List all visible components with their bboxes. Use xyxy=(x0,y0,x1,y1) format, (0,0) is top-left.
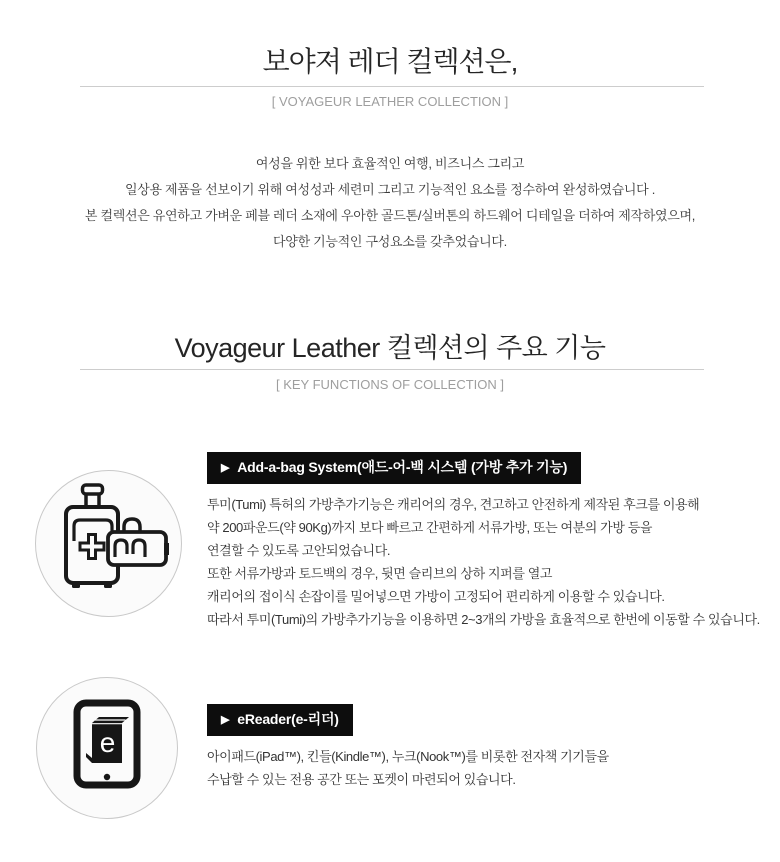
page-title: 보야져 레더 컬렉션은, xyxy=(262,46,518,77)
intro-line: 본 컬렉션은 유연하고 가벼운 페블 레더 소재에 우아한 골드톤/실버톤의 하드웨어 디테일을 더하여 제작하였으며, xyxy=(84,208,696,223)
intro-line: 다양한 기능적인 구성요소를 갖추었습니다. xyxy=(273,234,507,249)
divider xyxy=(80,369,704,370)
feature-line: 아이패드(iPad™), 킨들(Kindle™), 누크(Nook™)를 비롯한 전자책 기기들을 xyxy=(207,749,609,764)
feature-line: 따라서 투미(Tumi)의 가방추가기능을 이용하면 2~3개의 가방을 효율적으로 한번에 이동할 수 있습니다. xyxy=(207,612,760,627)
play-bullet-icon: ▶ xyxy=(221,714,230,726)
section-title: Voyageur Leather 컬렉션의 주요 기능 xyxy=(174,333,606,363)
feature-label-add-a-bag xyxy=(207,452,581,484)
feature-label-ereader xyxy=(207,704,353,736)
feature-line: 연결할 수 있도록 고안되었습니다. xyxy=(207,543,391,558)
play-bullet-icon: ▶ xyxy=(221,462,230,474)
tablet-ebook-icon xyxy=(37,678,177,818)
feature-line: 캐리어의 접이식 손잡이를 밀어넣으면 가방이 고정되어 편리하게 이용할 수 있습니다. xyxy=(207,589,665,604)
feature-add-a-bag xyxy=(207,452,760,631)
feature-label-text: eReader(e-리더) xyxy=(237,711,339,727)
feature-description xyxy=(207,493,760,631)
divider xyxy=(80,86,704,87)
feature-description xyxy=(207,745,609,791)
feature-line: 또한 서류가방과 토드백의 경우, 뒷면 슬리브의 상하 지퍼를 열고 xyxy=(207,566,553,581)
ereader-icon xyxy=(36,677,178,819)
feature-line: 수납할 수 있는 전용 공간 또는 포켓이 마련되어 있습니다. xyxy=(207,772,516,787)
collection-subtitle: [ VOYAGEUR LEATHER COLLECTION ] xyxy=(271,94,509,109)
suitcase-plus-bag-icon xyxy=(36,471,181,616)
e-glyph: e xyxy=(99,727,116,758)
feature-line: 약 200파운드(약 90Kg)까지 보다 빠르고 간편하게 서류가방, 또는 여분의 가방 등을 xyxy=(207,520,653,535)
intro-line: 일상용 제품을 선보이기 위해 여성성과 세련미 그리고 기능적인 요소를 정수하여 완성하였습니다 . xyxy=(124,182,656,197)
intro-paragraph xyxy=(0,151,780,255)
feature-label-text: Add-a-bag System(애드-어-백 시스템 (가방 추가 기능) xyxy=(237,459,568,475)
add-a-bag-icon xyxy=(35,470,182,617)
feature-line: 투미(Tumi) 특허의 가방추가기능은 캐리어의 경우, 견고하고 안전하게 제작된 후크를 이용해 xyxy=(207,497,700,512)
section-subtitle: [ KEY FUNCTIONS OF COLLECTION ] xyxy=(275,377,504,392)
intro-line: 여성을 위한 보다 효율적인 여행, 비즈니스 그리고 xyxy=(255,156,525,171)
feature-ereader xyxy=(207,704,609,791)
